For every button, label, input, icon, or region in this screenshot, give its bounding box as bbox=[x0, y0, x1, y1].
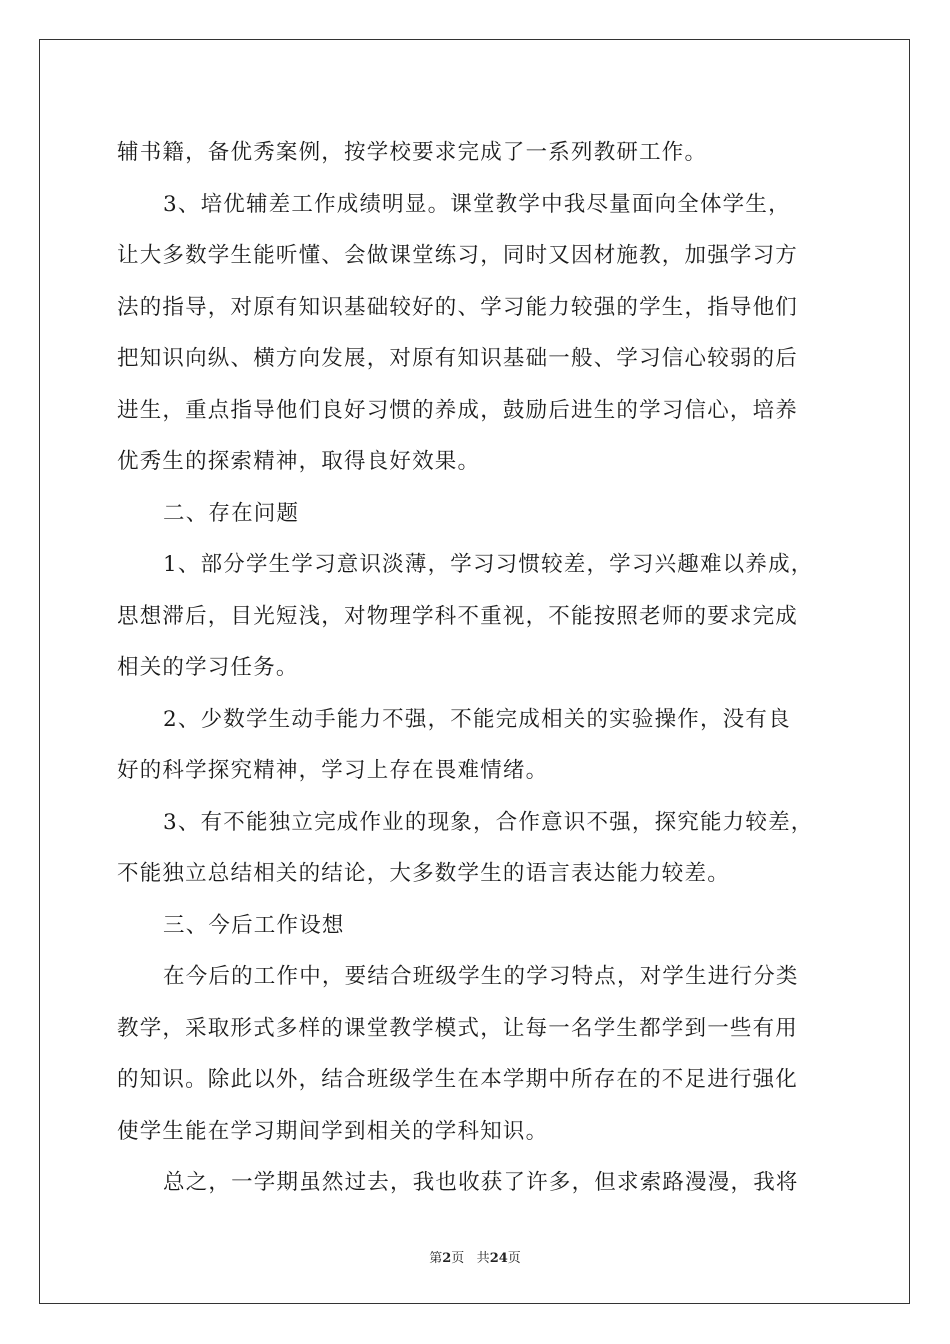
text-line: 使学生能在学习期间学到相关的学科知识。 bbox=[117, 1118, 549, 1144]
text-line: 辅书籍，备优秀案例，按学校要求完成了一系列教研工作。 bbox=[117, 140, 708, 165]
text-line: 3、有不能独立完成作业的现象，合作意识不强，探究能力较差， bbox=[163, 809, 814, 835]
text-line: 教学，采取形式多样的课堂教学模式，让每一名学生都学到一些有用 bbox=[117, 1015, 799, 1041]
total-pages: 24 bbox=[489, 1251, 508, 1266]
text-line: 相关的学习任务。 bbox=[117, 655, 299, 680]
text-line: 2、少数学生动手能力不强，不能完成相关的实验操作，没有良 bbox=[163, 706, 791, 732]
page-prefix: 第 bbox=[429, 1251, 443, 1266]
page-suffix: 页 bbox=[451, 1251, 465, 1266]
text-line: 的知识。除此以外，结合班级学生在本学期中所存在的不足进行强化 bbox=[117, 1067, 799, 1092]
page-number: 2 bbox=[442, 1251, 452, 1266]
page-footer bbox=[0, 1247, 950, 1266]
section-heading: 二、存在问题 bbox=[163, 500, 300, 526]
text-line: 让大多数学生能听懂、会做课堂练习，同时又因材施教，加强学习方 bbox=[117, 243, 799, 268]
total-prefix: 共 bbox=[476, 1251, 490, 1266]
text-line: 3、培优辅差工作成绩明显。课堂教学中我尽量面向全体学生， bbox=[163, 191, 791, 217]
text-line: 法的指导，对原有知识基础较好的、学习能力较强的学生，指导他们 bbox=[117, 294, 799, 320]
text-line: 优秀生的探索精神，取得良好效果。 bbox=[117, 449, 481, 474]
text-line: 把知识向纵、横方向发展，对原有知识基础一般、学习信心较弱的后 bbox=[117, 346, 799, 371]
text-line: 不能独立总结相关的结论，大多数学生的语言表达能力较差。 bbox=[117, 861, 730, 886]
total-suffix: 页 bbox=[507, 1251, 521, 1266]
text-line: 总之，一学期虽然过去，我也收获了许多，但求索路漫漫，我将 bbox=[163, 1170, 799, 1195]
text-line: 在今后的工作中，要结合班级学生的学习特点，对学生进行分类 bbox=[163, 964, 799, 989]
text-line: 好的科学探究精神，学习上存在畏难情绪。 bbox=[117, 758, 549, 783]
text-line: 进生，重点指导他们良好习惯的养成，鼓励后进生的学习信心，培养 bbox=[117, 397, 799, 423]
text-line: 1、部分学生学习意识淡薄，学习习惯较差，学习兴趣难以养成， bbox=[163, 552, 814, 577]
document-body bbox=[117, 127, 837, 1209]
text-line: 思想滞后，目光短浅，对物理学科不重视，不能按照老师的要求完成 bbox=[117, 603, 799, 629]
section-heading: 三、今后工作设想 bbox=[163, 912, 345, 938]
